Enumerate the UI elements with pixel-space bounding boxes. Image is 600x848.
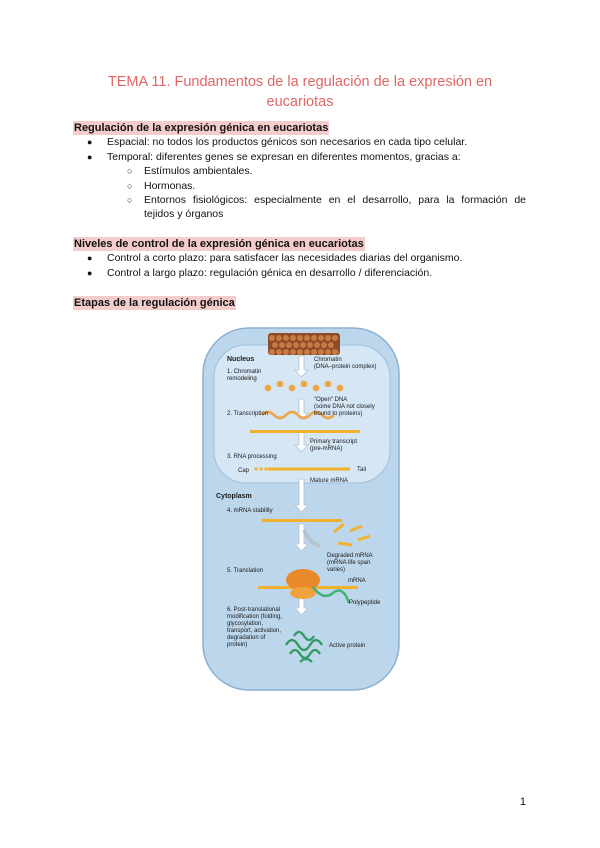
step-1-label-cont: remodeling [227,376,257,382]
sub-list-item-continuation: tejidos y órganos [144,208,224,220]
list-item: Control a largo plazo: regulación génica en desarrollo / diferenciación. [107,267,433,279]
chromatin-fiber [268,333,340,355]
list-item: Espacial: no todos los productos génicos son necesarios en cada tipo celular. [107,136,468,148]
step-3-label: 3. RNA processing [227,454,277,460]
sub-list-item: Entornos fisiológicos: especialmente en el desarrollo, para la formación de [144,194,526,206]
step-6-label-cont-1: modification (folding, [227,614,283,620]
open-dna-sub-2: bound to proteins) [314,411,363,417]
step-1-label: 1. Chromatin [227,369,262,375]
step-4-label: 4. mRNA stability [227,508,273,514]
step-6-label-cont-3: transport, activation, [227,628,282,634]
mature-mrna [254,467,350,470]
bullet: ● [87,137,93,147]
mature-mrna-label: Mature mRNA [310,478,349,484]
primary-transcript-label: Primary transcript [310,439,358,445]
step-5-label: 5. Translation [227,568,264,574]
degraded-mrna-sub-2: varies) [327,567,346,573]
title-line-2: eucariotas [266,94,334,110]
ribosome-small [290,587,316,599]
section-heading-stages: Etapas de la regulación génica [74,297,235,309]
section-heading-levels: Niveles de control de la expresión génica en eucariotas [74,238,364,250]
pre-mrna-label: (pre-mRNA) [310,446,343,452]
mrna-label: mRNA [348,578,366,584]
list-item: Temporal: diferentes genes se expresan en diferentes momentos, gracias a: [107,151,461,163]
nucleus-label: Nucleus [227,356,255,363]
sub-bullet: ○ [127,181,133,191]
bullet: ● [87,152,93,162]
chromatin-label: Chromatin [314,357,342,363]
step-6-label-cont-5: protein) [227,642,248,648]
list-item: Control a corto plazo: para satisfacer las necesidades diarias del organismo. [107,252,463,264]
cytoplasm-mrna [262,519,342,522]
sub-bullet: ○ [127,166,133,176]
bullet: ● [87,268,93,278]
title-line-1: TEMA 11. Fundamentos de la regulación de la expresión en [107,74,493,90]
pre-mrna [250,430,360,433]
chromatin-sub-label: (DNA–protein complex) [314,364,377,370]
open-dna-label: "Open" DNA [314,397,348,403]
tail-label: Tail [357,467,367,473]
sub-bullet: ○ [127,195,133,205]
cap-label: Cap [238,468,250,474]
active-protein-label: Active protein [329,643,366,649]
open-dna-sub-1: (some DNA not closely [314,404,375,410]
polypeptide-label: Polypeptide [349,600,381,606]
degraded-mrna-sub-1: (mRNA life span [327,560,371,566]
page-number: 1 [519,796,526,808]
sub-list-item: Hormonas. [144,180,196,192]
sub-list-item: Estímulos ambientales. [144,165,253,177]
section-heading-regulation: Regulación de la expresión génica en eucariotas [74,122,329,134]
step-2-label: 2. Transcription [227,411,269,417]
cytoplasm-label: Cytoplasm [216,493,252,500]
step-6-label-cont-4: degradation of [227,635,266,641]
step-6-label-cont-2: glycosylation, [227,621,264,627]
degraded-mrna-label: Degraded mRNA [327,553,373,559]
step-6-label: 6. Post-translational [227,607,281,613]
bullet: ● [87,253,93,263]
